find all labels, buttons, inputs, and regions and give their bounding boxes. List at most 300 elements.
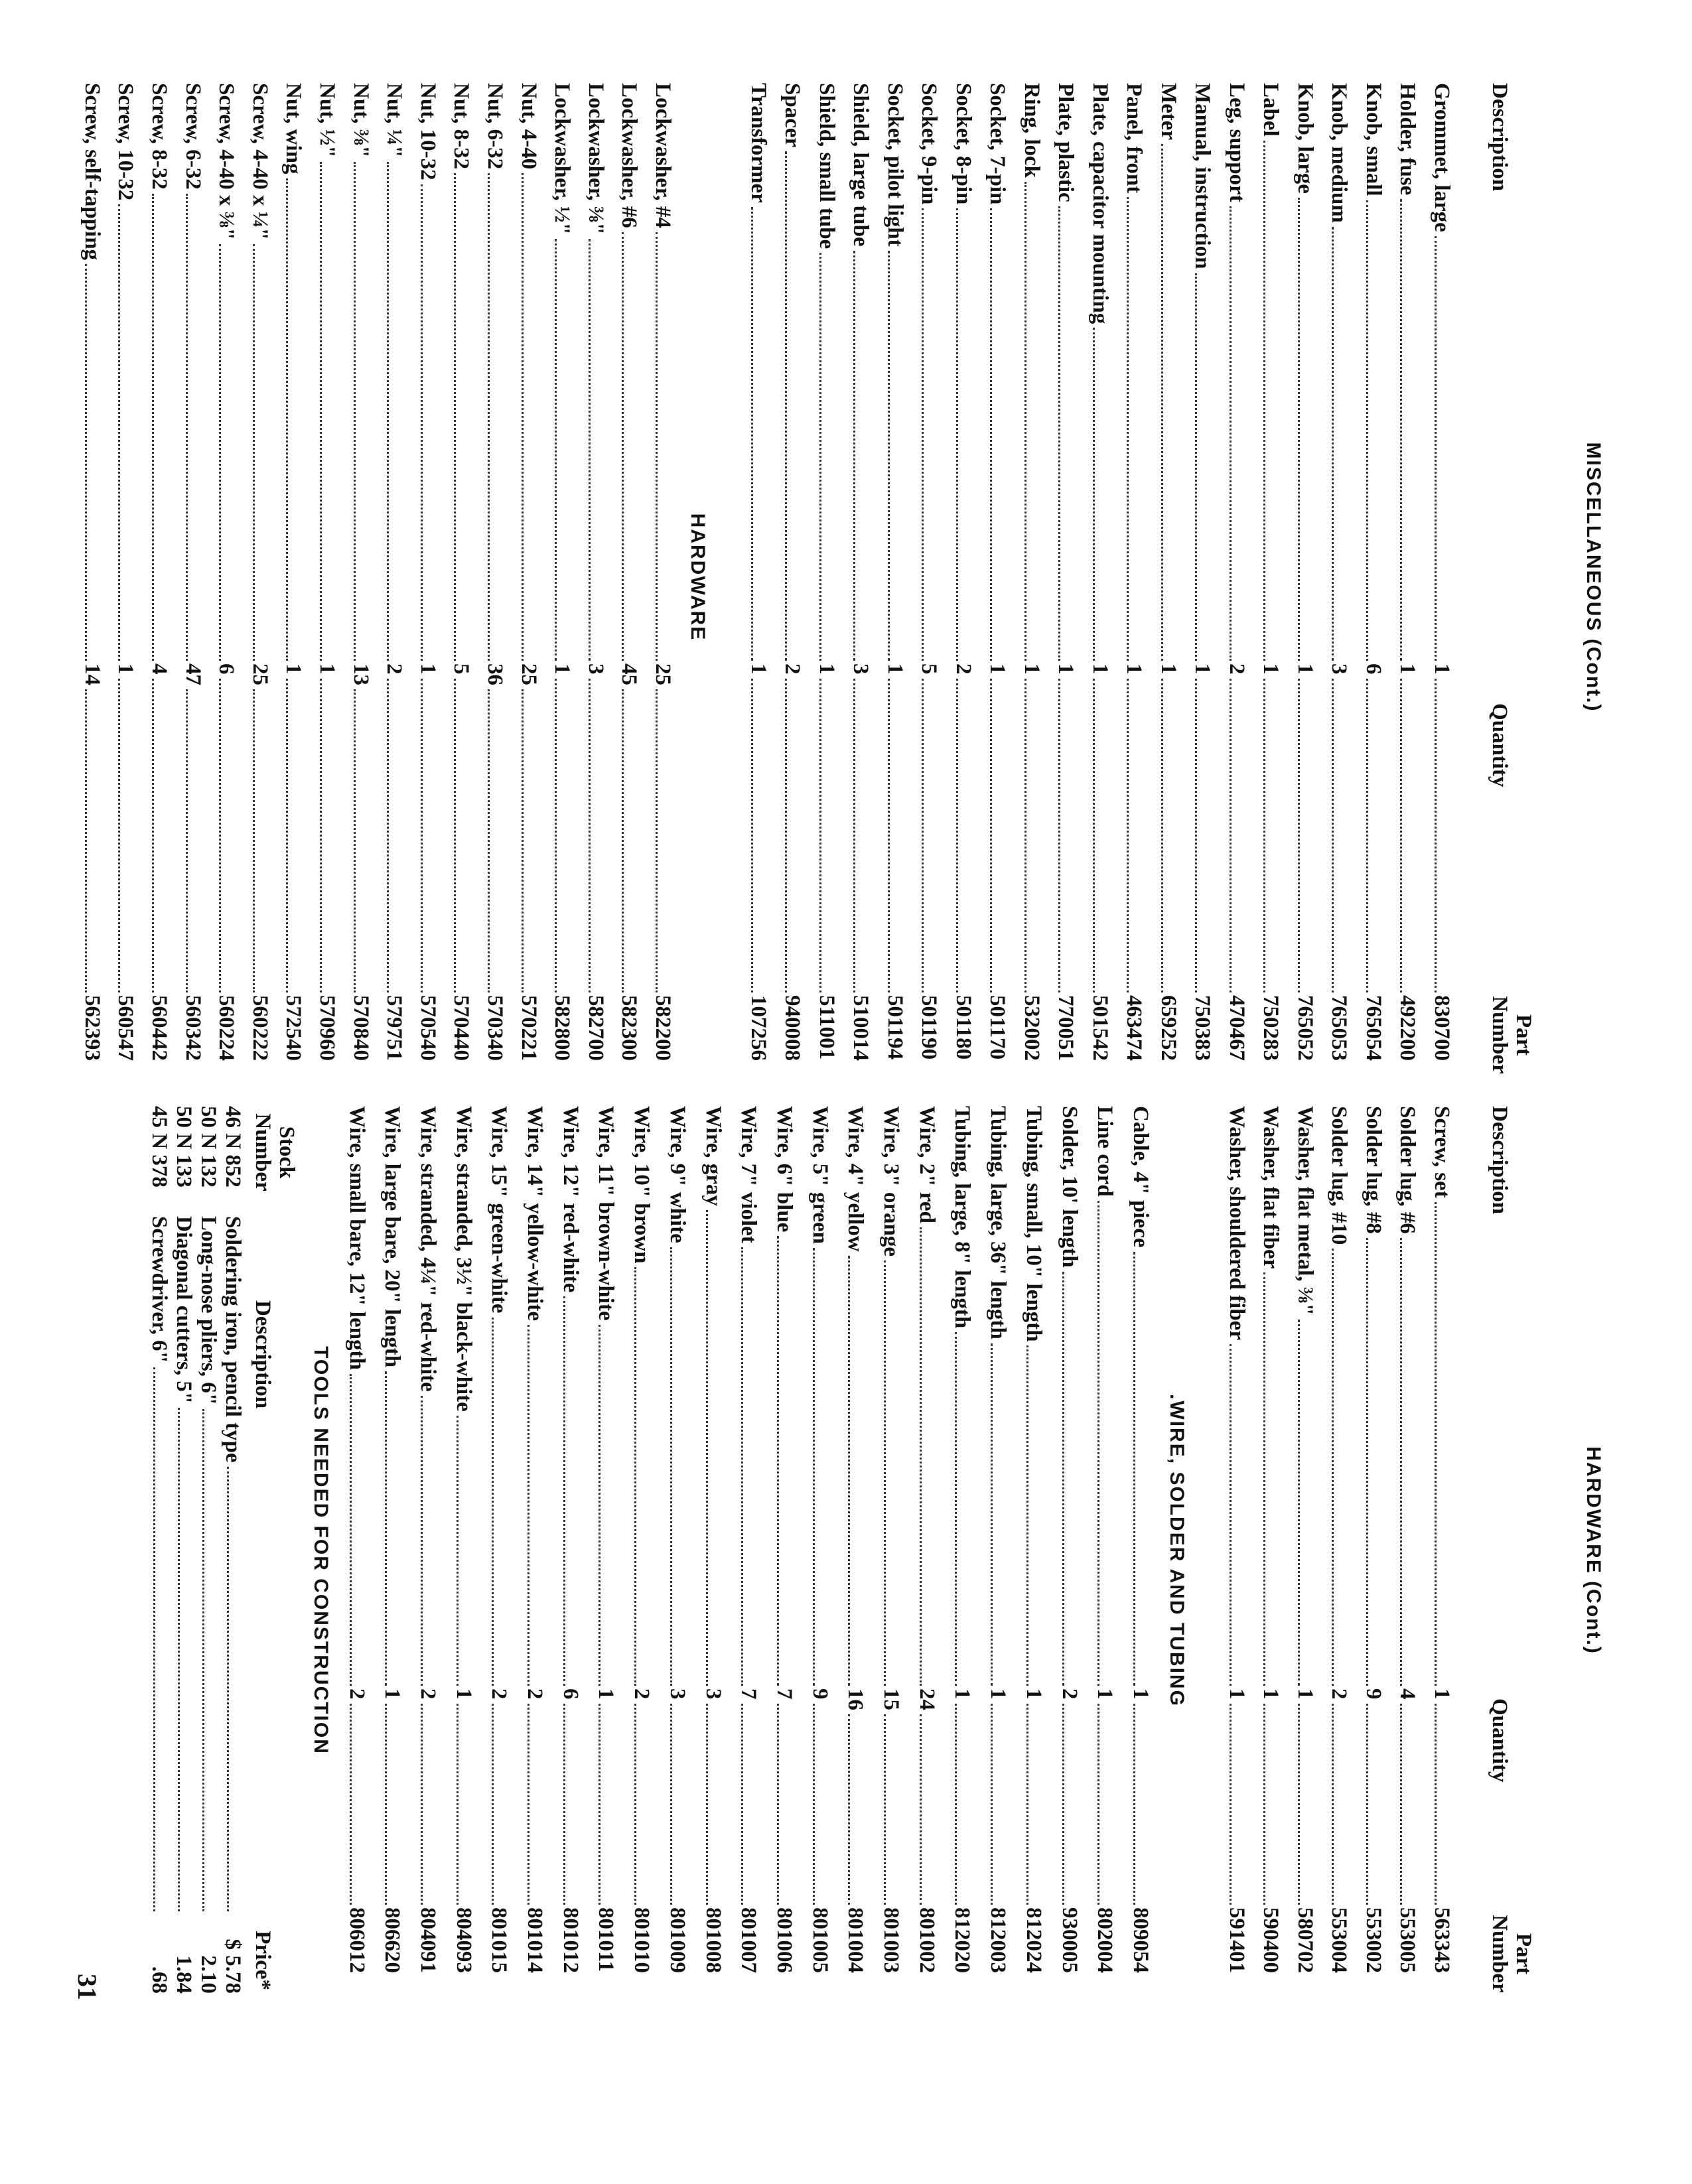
item-part-number: 801004	[843, 1907, 868, 1973]
tool-price: $ 5.78	[221, 1939, 245, 1994]
table-row	[1087, 83, 1121, 1078]
item-description: Wire, 6" blue	[772, 1106, 796, 1233]
tool-description-cell	[147, 1216, 171, 1914]
dot-leader	[85, 689, 87, 992]
quantity-cell	[146, 663, 173, 995]
description-cell	[848, 83, 875, 663]
item-description: Socket, pilot light	[883, 83, 907, 247]
item-description: Wire, 10" brown	[630, 1106, 654, 1264]
item-description: Nut, ¼"	[382, 83, 407, 158]
item-description: Grommet, large	[1430, 83, 1454, 232]
dot-leader	[589, 239, 591, 661]
description-cell	[1190, 83, 1216, 663]
table-row	[916, 83, 950, 1078]
item-description: Wire, 15" green-white	[487, 1106, 512, 1314]
dot-leader	[387, 162, 389, 661]
table-row	[1127, 1106, 1161, 1994]
dot-leader	[1435, 236, 1437, 661]
item-quantity: 3	[583, 663, 608, 675]
item-description: Socket, 7-pin	[985, 83, 1010, 205]
item-description: Lockwasher, ⅜"	[583, 83, 608, 235]
dot-leader	[599, 1704, 601, 1905]
item-quantity: 1	[1093, 1688, 1117, 1700]
table-row	[735, 1106, 769, 1994]
tool-price: 1.84	[172, 1955, 196, 1994]
dot-leader	[1230, 679, 1232, 993]
item-description: Wire, 5" green	[808, 1106, 832, 1245]
dot-leader	[1196, 679, 1198, 993]
item-quantity: 1	[1225, 1688, 1249, 1700]
description-cell	[348, 83, 374, 663]
item-quantity: 7	[772, 1688, 796, 1700]
table-row	[985, 83, 1019, 1078]
dot-leader	[956, 679, 958, 993]
table-row	[882, 83, 916, 1078]
dot-leader	[1230, 206, 1232, 661]
dot-leader	[118, 679, 120, 993]
table-row	[348, 83, 382, 1078]
dot-leader	[854, 679, 856, 993]
item-quantity: 1	[1259, 663, 1283, 675]
description-cell	[557, 1106, 584, 1688]
description-cell	[1292, 1106, 1318, 1688]
item-description: Line cord	[1093, 1106, 1117, 1197]
item-part-number: 107256	[746, 995, 770, 1061]
table-row	[1056, 1106, 1090, 1994]
item-description: Wire, 4" yellow	[843, 1106, 868, 1252]
table-row	[914, 1106, 948, 1994]
dot-leader	[1435, 679, 1437, 993]
tool-description-cell	[221, 1216, 245, 1914]
dot-leader	[350, 1374, 352, 1686]
item-part-number: 770051	[1054, 995, 1078, 1061]
table-row	[1429, 1106, 1462, 1994]
table-row	[549, 83, 583, 1078]
dot-leader	[848, 1256, 850, 1686]
item-quantity: 1	[281, 663, 306, 675]
dot-leader	[320, 162, 322, 661]
item-quantity: 1	[1157, 663, 1180, 675]
item-description: Wire, 3" orange	[879, 1106, 904, 1257]
item-quantity: 2	[487, 1688, 512, 1700]
quantity-cell	[745, 663, 772, 995]
dot-leader	[706, 1704, 708, 1905]
item-quantity: 1	[746, 663, 770, 675]
quantity-cell	[1224, 663, 1250, 995]
dot-leader	[454, 679, 456, 993]
item-quantity: 6	[558, 1688, 583, 1700]
quantity-cell	[314, 663, 340, 995]
item-description: Wire, 7" violet	[737, 1106, 761, 1243]
dot-leader	[991, 208, 993, 661]
dot-leader	[253, 689, 255, 992]
item-quantity: 1	[950, 1688, 975, 1700]
item-quantity: 1	[415, 663, 440, 675]
dot-leader	[1161, 144, 1163, 661]
item-description: Wire, large bare, 20" length	[380, 1106, 405, 1368]
table-row	[79, 83, 113, 1078]
dot-leader	[1298, 1704, 1300, 1905]
item-description: Wire, 11" brown-white	[594, 1106, 618, 1321]
header-price: Price*	[251, 1931, 275, 1990]
description-cell	[1127, 1106, 1154, 1688]
dot-leader	[1026, 1704, 1028, 1905]
item-part-number: 560222	[247, 995, 272, 1061]
table-row	[1292, 83, 1326, 1078]
dot-leader	[1401, 199, 1403, 661]
quantity-cell	[415, 663, 441, 995]
description-cell	[1360, 83, 1387, 663]
item-description: Holder, fuse	[1395, 83, 1420, 196]
table-row	[415, 83, 449, 1078]
dot-leader	[350, 1704, 352, 1905]
dot-leader	[1024, 679, 1026, 993]
dot-leader	[1332, 1704, 1334, 1905]
description-cell	[950, 1106, 976, 1688]
item-description: Wire, 12" red-white	[558, 1106, 583, 1293]
dot-leader	[634, 1704, 636, 1905]
item-description: Tubing, small, 10" length	[1021, 1106, 1046, 1342]
dot-leader	[1024, 182, 1026, 661]
quantity-cell	[1360, 663, 1387, 995]
dot-leader	[492, 1704, 494, 1905]
description-cell	[950, 83, 977, 663]
table-row	[1326, 1106, 1360, 1994]
quantity-cell	[914, 1688, 940, 1907]
item-description: Socket, 9-pin	[917, 83, 942, 205]
item-description: Washer, shouldered fiber	[1225, 1106, 1249, 1340]
description-cell	[1019, 83, 1045, 663]
item-part-number: 804091	[416, 1907, 440, 1973]
item-part-number: 809054	[1129, 1907, 1153, 1973]
item-description: Screw, 4-40 x ⅜"	[214, 83, 239, 240]
item-description: Nut, 10-32	[415, 83, 440, 180]
description-cell	[745, 83, 772, 663]
section-title-hardware: HARDWARE	[687, 513, 709, 642]
dot-leader	[421, 184, 423, 661]
item-quantity: 47	[180, 663, 205, 685]
item-quantity: 14	[80, 663, 104, 685]
quantity-cell	[516, 663, 542, 995]
item-part-number: 801010	[630, 1907, 654, 1973]
dot-leader	[599, 1325, 601, 1686]
quantity-cell	[842, 1688, 869, 1907]
item-description: Wire, gray	[701, 1106, 725, 1206]
quantity-cell	[1429, 1688, 1455, 1907]
item-quantity: 1	[1122, 663, 1147, 675]
dot-leader	[1332, 679, 1334, 993]
item-part-number: 501194	[883, 995, 907, 1060]
item-description: Tubing, large, 36" length	[986, 1106, 1011, 1339]
description-cell	[1360, 1106, 1387, 1688]
dot-leader	[186, 689, 188, 992]
dot-leader	[751, 679, 753, 993]
item-part-number: 560547	[113, 995, 138, 1061]
table-row	[1121, 83, 1155, 1078]
description-cell	[914, 1106, 940, 1688]
dot-leader	[1298, 1320, 1300, 1686]
description-cell	[916, 83, 943, 663]
table-row	[950, 1106, 983, 1994]
item-description: Meter	[1157, 83, 1180, 141]
dot-leader	[1026, 1345, 1028, 1686]
item-description: Plate, capacitor mounting	[1088, 83, 1112, 324]
dot-leader	[884, 1261, 886, 1686]
quantity-cell	[1292, 663, 1318, 995]
table-row	[985, 1106, 1019, 1994]
tool-stock-number: 46 N 852	[221, 1106, 245, 1188]
dot-leader	[563, 1296, 565, 1686]
dot-leader	[848, 1714, 850, 1905]
description-cell	[628, 1106, 655, 1688]
dot-leader	[670, 1704, 672, 1905]
item-description: Nut, ⅜"	[348, 83, 373, 158]
dot-leader	[1093, 328, 1095, 661]
quantity-cell	[1021, 1688, 1047, 1907]
item-part-number: 579751	[382, 995, 407, 1061]
description-cell	[807, 1106, 833, 1688]
header-number: Number	[251, 1113, 275, 1192]
item-description: Screw, 4-40 x ¼"	[247, 83, 272, 240]
table-row	[448, 83, 482, 1078]
item-description: Solder lug, #6	[1395, 1106, 1420, 1234]
table-row	[172, 1106, 196, 1994]
item-quantity: 25	[516, 663, 541, 685]
item-quantity: 4	[1395, 1688, 1420, 1700]
item-quantity: 25	[651, 663, 675, 685]
dot-leader	[1298, 198, 1300, 661]
dot-leader	[786, 679, 788, 993]
header-description-right: Description	[1488, 1106, 1512, 1215]
item-part-number: 560224	[214, 995, 239, 1061]
item-quantity: 24	[914, 1688, 939, 1710]
item-part-number: 560342	[180, 995, 205, 1061]
description-cell	[516, 83, 542, 663]
quantity-cell	[1395, 1688, 1421, 1907]
description-cell	[1292, 83, 1318, 663]
quantity-cell	[735, 1688, 762, 1907]
item-part-number: 801014	[523, 1907, 547, 1973]
item-description: Nut, 8-32	[449, 83, 474, 170]
dot-leader	[622, 689, 624, 992]
tool-description-cell	[196, 1216, 220, 1914]
tool-description: Screwdriver, 6"	[147, 1216, 171, 1363]
table-row	[112, 83, 146, 1078]
dot-leader	[813, 1248, 815, 1686]
quantity-cell	[522, 1688, 548, 1907]
quantity-cell	[381, 663, 407, 995]
table-row	[950, 83, 984, 1078]
item-part-number: 801012	[558, 1907, 583, 1973]
table-row	[1155, 83, 1189, 1078]
item-part-number: 801008	[701, 1907, 725, 1973]
dot-leader	[563, 1704, 565, 1905]
item-quantity: 1	[1020, 663, 1044, 675]
quantity-cell	[280, 663, 307, 995]
description-cell	[842, 1106, 869, 1688]
item-part-number: 801009	[665, 1907, 689, 1973]
item-part-number: 801005	[808, 1907, 832, 1973]
item-description: Nut, ½"	[315, 83, 339, 158]
description-cell	[486, 1106, 512, 1688]
table-row	[180, 83, 214, 1078]
quantity-cell	[1121, 663, 1148, 995]
table-row	[813, 83, 847, 1078]
item-part-number: 570221	[516, 995, 541, 1061]
description-cell	[1021, 1106, 1047, 1688]
item-quantity: 16	[843, 1688, 868, 1710]
dot-leader	[819, 679, 821, 993]
header-part: Part	[1512, 1933, 1535, 1975]
dot-leader	[622, 232, 624, 661]
item-description: Lockwasher, #4	[651, 83, 675, 228]
description-cell	[1155, 83, 1182, 663]
header-quantity: Quantity	[1488, 703, 1512, 787]
dot-leader	[354, 162, 356, 661]
quantity-cell	[916, 663, 943, 995]
description-cell	[1429, 83, 1455, 663]
item-part-number: 582800	[550, 995, 575, 1061]
table-row	[1053, 83, 1087, 1078]
header-number: Number	[1488, 1915, 1512, 1993]
item-part-number: 511001	[815, 995, 839, 1060]
item-description: Socket, 8-pin	[952, 83, 975, 205]
dot-leader	[991, 1343, 993, 1686]
dot-leader	[991, 679, 993, 993]
item-quantity: 1	[985, 663, 1010, 675]
dot-leader	[819, 253, 821, 661]
item-part-number: 570540	[415, 995, 440, 1061]
table-row	[1019, 83, 1052, 1078]
item-part-number: 804093	[451, 1907, 476, 1973]
table-row	[842, 1106, 876, 1994]
table-row	[486, 1106, 520, 1994]
description-cell	[650, 83, 676, 663]
table-row	[700, 1106, 734, 1994]
description-cell	[79, 83, 106, 663]
item-quantity: 2	[1057, 1688, 1082, 1700]
quantity-cell	[448, 663, 474, 995]
dot-leader	[1332, 227, 1334, 661]
item-quantity: 7	[737, 1688, 761, 1700]
item-quantity: 5	[917, 663, 942, 675]
quantity-cell	[1092, 1688, 1118, 1907]
item-quantity: 2	[952, 663, 975, 675]
description-cell	[451, 1106, 477, 1688]
quantity-cell	[1019, 663, 1045, 995]
item-description: Transformer	[746, 83, 770, 203]
item-part-number: 463474	[1122, 995, 1147, 1061]
quantity-cell	[1429, 663, 1455, 995]
item-quantity: 1	[883, 663, 907, 675]
item-quantity: 1	[815, 663, 839, 675]
item-quantity: 6	[214, 663, 239, 675]
dot-leader	[1097, 1704, 1099, 1905]
item-part-number: 572540	[281, 995, 306, 1061]
description-cell	[1395, 83, 1421, 663]
dot-leader	[227, 1467, 229, 1911]
quantity-cell	[112, 663, 139, 995]
description-cell	[780, 83, 806, 663]
dot-leader	[457, 1704, 458, 1905]
description-cell	[616, 83, 642, 663]
dot-leader	[385, 1371, 387, 1686]
dot-leader	[522, 173, 524, 661]
dot-leader	[153, 1367, 155, 1911]
table-row	[664, 1106, 698, 1994]
tool-description: Soldering iron, pencil type	[221, 1216, 245, 1463]
item-part-number: 553002	[1362, 1907, 1385, 1973]
item-quantity: 6	[1362, 663, 1385, 675]
description-cell	[700, 1106, 727, 1688]
dot-leader	[1230, 1704, 1232, 1905]
table-row	[314, 83, 348, 1078]
dot-leader	[186, 194, 188, 661]
item-description: Knob, medium	[1327, 83, 1352, 223]
dot-leader	[421, 679, 423, 993]
dot-leader	[202, 1409, 204, 1911]
item-part-number: 582200	[651, 995, 675, 1061]
item-part-number: 501542	[1088, 995, 1112, 1061]
dot-leader	[589, 679, 591, 993]
item-part-number: 940008	[780, 995, 805, 1061]
description-cell	[549, 83, 575, 663]
dot-leader	[888, 679, 890, 993]
item-quantity: 36	[483, 663, 507, 685]
description-cell	[583, 83, 609, 663]
quantity-cell	[1258, 1688, 1285, 1907]
table-row	[146, 83, 180, 1078]
dot-leader	[670, 1247, 672, 1686]
item-part-number: 492200	[1395, 995, 1420, 1061]
section-title-hardware-cont: HARDWARE (Cont.)	[1583, 1446, 1604, 1655]
item-quantity: 3	[665, 1688, 689, 1700]
item-description: Lockwasher, #6	[617, 83, 642, 228]
dot-leader	[528, 1704, 529, 1905]
quantity-cell	[415, 1688, 441, 1907]
item-quantity: 1	[315, 663, 339, 675]
description-cell	[415, 1106, 441, 1688]
table-row	[516, 83, 549, 1078]
dot-leader	[1435, 1202, 1437, 1686]
tool-price: 2.10	[196, 1955, 220, 1994]
item-part-number: 830700	[1430, 995, 1454, 1061]
quantity-cell	[549, 663, 575, 995]
item-quantity: 1	[1293, 1688, 1317, 1700]
item-description: Solder, 10' length	[1057, 1106, 1082, 1268]
quantity-cell	[628, 1688, 655, 1907]
item-description: Nut, wing	[281, 83, 306, 174]
quantity-cell	[813, 663, 840, 995]
description-cell	[415, 83, 441, 663]
quantity-cell	[700, 1688, 727, 1907]
item-quantity: 2	[416, 1688, 440, 1700]
item-description: Wire, 14" yellow-white	[523, 1106, 547, 1322]
item-part-number: 765053	[1327, 995, 1352, 1061]
quantity-cell	[1190, 663, 1216, 995]
dot-leader	[522, 689, 524, 992]
item-part-number: 801003	[879, 1907, 904, 1973]
dot-leader	[1264, 1272, 1266, 1686]
dot-leader	[1264, 1704, 1266, 1905]
item-part-number: 553005	[1395, 1907, 1420, 1973]
dot-leader	[786, 151, 788, 661]
table-row	[1224, 83, 1257, 1078]
description-cell	[1224, 83, 1250, 663]
dot-leader	[1093, 679, 1095, 993]
item-part-number: 501190	[917, 995, 942, 1060]
item-part-number: 765054	[1362, 995, 1385, 1061]
